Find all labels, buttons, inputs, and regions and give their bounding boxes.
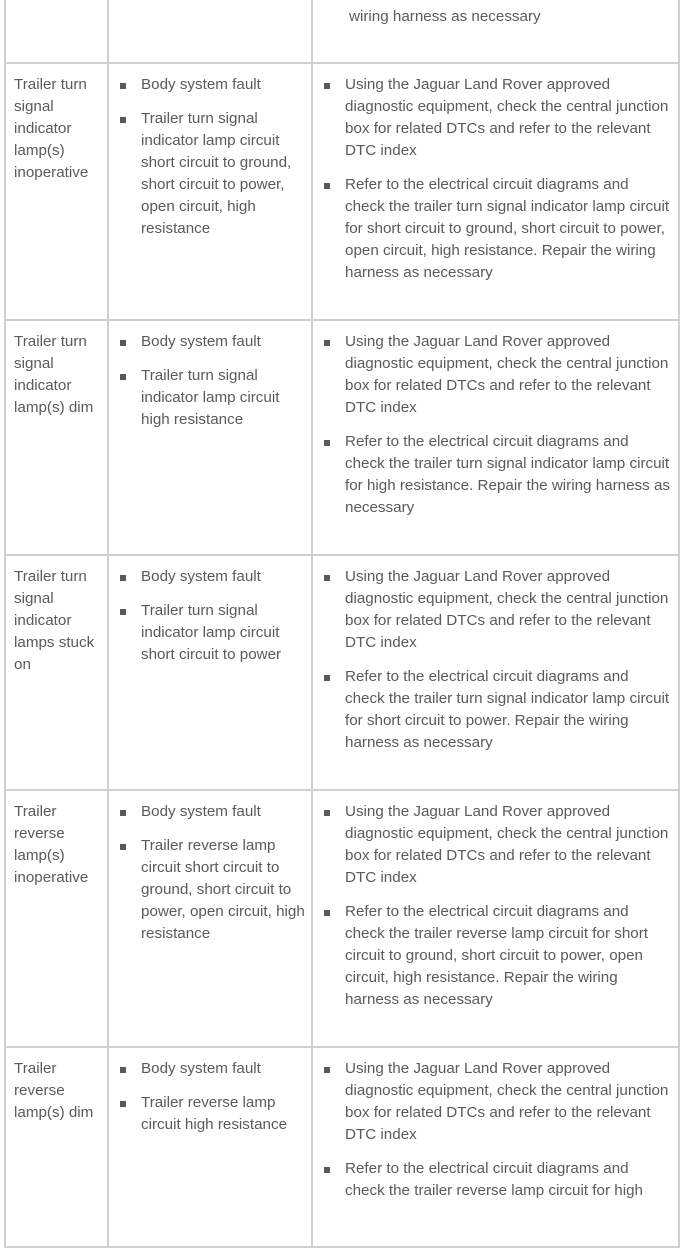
list-item xyxy=(321,1058,672,1146)
action-text: Refer to the electrical circuit diagrams and check the trailer turn signal indicator lamp circuit for short circuit to power. Repair the wiring harness as necessary xyxy=(345,668,670,751)
cause-text: Body system fault xyxy=(141,1060,261,1077)
cause-text: Trailer reverse lamp circuit high resistance xyxy=(141,1094,288,1133)
bullet-square-icon xyxy=(120,844,126,850)
symptom-cell: Trailer turn signal indicator lamp(s) dim xyxy=(5,320,108,555)
bullet-square-icon xyxy=(120,1067,126,1073)
symptom-cell: Trailer turn signal indicator lamps stuck on xyxy=(5,555,108,790)
bullet-square-icon xyxy=(324,1167,330,1173)
action-cell xyxy=(312,0,679,63)
symptom-cell: Trailer turn signal indicator lamp(s) inoperative xyxy=(5,63,108,320)
possible-causes-cell xyxy=(108,1047,312,1247)
bullet-square-icon xyxy=(120,340,126,346)
action-text: Refer to the electrical circuit diagrams and check the trailer turn signal indicator lamp circuit for high resistance. Repair the wiring harness as necessary xyxy=(345,433,671,516)
cause-text: Trailer reverse lamp circuit short circuit to ground, short circuit to power, open circuit, high resistance xyxy=(141,837,305,942)
action-cell xyxy=(312,555,679,790)
table-row xyxy=(5,0,679,63)
list-item xyxy=(321,901,672,1011)
bullet-square-icon xyxy=(324,83,330,89)
cause-text: Body system fault xyxy=(141,76,261,93)
bullet-square-icon xyxy=(324,1067,330,1073)
action-text: Refer to the electrical circuit diagrams and check the trailer reverse lamp circuit for short circuit to ground, short circuit to power, open circuit, high resistance. Repair the wiring harness as necessary xyxy=(345,903,649,1008)
possible-causes-cell xyxy=(108,63,312,320)
cause-text: Trailer turn signal indicator lamp circuit short circuit to ground, short circuit to power, open circuit, high resistance xyxy=(141,110,292,237)
bullet-square-icon xyxy=(324,575,330,581)
list-item xyxy=(117,365,305,431)
possible-causes-cell xyxy=(108,320,312,555)
list-item xyxy=(117,600,305,666)
action-text: Using the Jaguar Land Rover approved diagnostic equipment, check the central junction box for related DTCs and refer to the relevant DTC index xyxy=(345,333,669,416)
symptom-chart-table xyxy=(4,0,680,1248)
bullet-square-icon xyxy=(324,675,330,681)
action-text: Using the Jaguar Land Rover approved diagnostic equipment, check the central junction box for related DTCs and refer to the relevant DTC index xyxy=(345,803,669,886)
possible-causes-cell xyxy=(108,0,312,63)
list-item xyxy=(117,1058,305,1080)
bullet-square-icon xyxy=(120,810,126,816)
list-item xyxy=(321,1158,672,1202)
list-item xyxy=(117,801,305,823)
action-text: Using the Jaguar Land Rover approved diagnostic equipment, check the central junction box for related DTCs and refer to the relevant DTC index xyxy=(345,1060,669,1143)
list-item xyxy=(321,74,672,162)
symptom-cell xyxy=(5,0,108,63)
bullet-square-icon xyxy=(120,83,126,89)
possible-causes-cell xyxy=(108,555,312,790)
cause-text: Body system fault xyxy=(141,803,261,820)
action-text: Using the Jaguar Land Rover approved diagnostic equipment, check the central junction box for related DTCs and refer to the relevant DTC index xyxy=(345,568,669,651)
action-text: Refer to the electrical circuit diagrams and check the trailer reverse lamp circuit for high xyxy=(345,1160,643,1199)
list-item xyxy=(117,566,305,588)
bullet-square-icon xyxy=(324,183,330,189)
action-cell xyxy=(312,790,679,1047)
bullet-square-icon xyxy=(324,810,330,816)
cause-text: Body system fault xyxy=(141,333,261,350)
cause-text: Body system fault xyxy=(141,568,261,585)
bullet-square-icon xyxy=(324,910,330,916)
list-item xyxy=(117,74,305,96)
table-row xyxy=(5,1047,679,1247)
list-item xyxy=(321,801,672,889)
bullet-square-icon xyxy=(120,374,126,380)
bullet-square-icon xyxy=(120,575,126,581)
cause-text: Trailer turn signal indicator lamp circuit short circuit to power xyxy=(141,602,282,663)
table-row xyxy=(5,63,679,320)
list-item xyxy=(321,431,672,519)
list-item xyxy=(117,331,305,353)
action-text: wiring harness as necessary xyxy=(349,8,541,25)
list-item xyxy=(321,666,672,754)
bullet-square-icon xyxy=(120,609,126,615)
list-item xyxy=(321,174,672,284)
cause-text: Trailer turn signal indicator lamp circuit high resistance xyxy=(141,367,280,428)
table-row xyxy=(5,790,679,1047)
bullet-square-icon xyxy=(120,1101,126,1107)
list-item xyxy=(117,1092,305,1136)
action-cell xyxy=(312,1047,679,1247)
list-item xyxy=(321,331,672,419)
action-cell xyxy=(312,63,679,320)
symptom-cell: Trailer reverse lamp(s) dim xyxy=(5,1047,108,1247)
symptom-cell: Trailer reverse lamp(s) inoperative xyxy=(5,790,108,1047)
list-item xyxy=(321,566,672,654)
action-text: Using the Jaguar Land Rover approved diagnostic equipment, check the central junction box for related DTCs and refer to the relevant DTC index xyxy=(345,76,669,159)
action-text: Refer to the electrical circuit diagrams and check the trailer turn signal indicator lamp circuit for short circuit to ground, short circuit to power, open circuit, high resistance. Repair the wiring harness as necessary xyxy=(345,176,670,281)
list-item xyxy=(117,835,305,945)
possible-causes-cell xyxy=(108,790,312,1047)
bullet-square-icon xyxy=(120,117,126,123)
action-cell xyxy=(312,320,679,555)
bullet-square-icon xyxy=(324,340,330,346)
bullet-square-icon xyxy=(324,440,330,446)
table-row xyxy=(5,555,679,790)
table-row xyxy=(5,320,679,555)
list-item xyxy=(117,108,305,240)
